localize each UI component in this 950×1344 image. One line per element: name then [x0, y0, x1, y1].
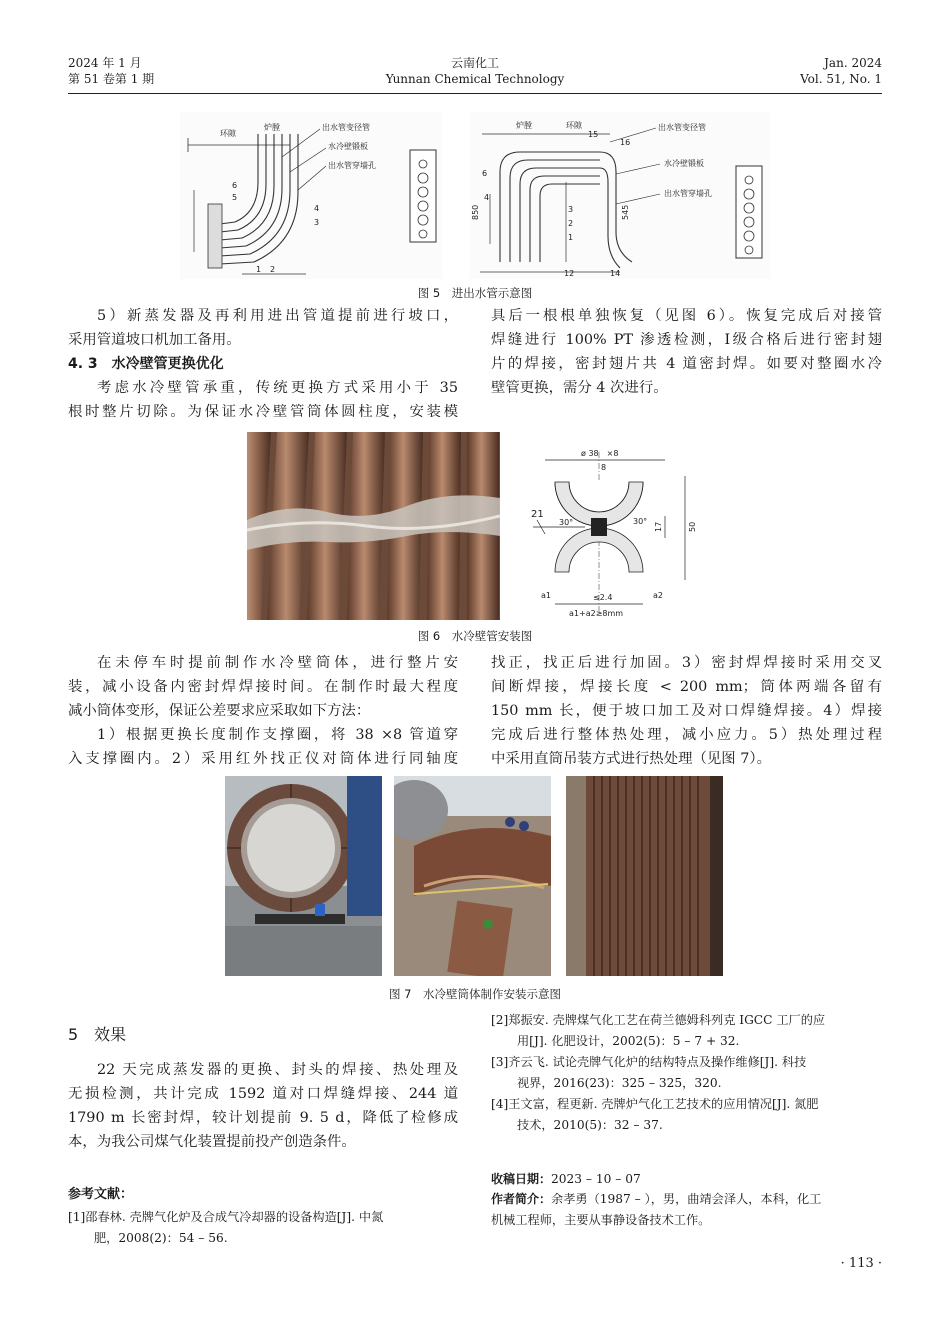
- body2-right-line-5: 中采用直筒吊装方式进行热处理（见图 7）。: [491, 751, 771, 767]
- fig5-right-diagram: [470, 112, 770, 279]
- reference-4: [491, 1094, 882, 1136]
- fig5l-label-chuanqiang: 出水管穿墙孔: [328, 161, 376, 170]
- references-right: [491, 1010, 882, 1136]
- body1-right-line-4: 壁管更换，需分 4 次进行。: [491, 380, 668, 396]
- fig5l-num-5: 5: [232, 193, 238, 202]
- body2-left-line-3: 减小筒体变形，保证公差要求应采取如下方法：: [68, 703, 371, 719]
- fig7-photo-panel-assembly: [394, 776, 551, 976]
- body1-right-line-2: 焊缝进行 100% PT 渗透检测，Ⅰ级合格后进行密封翅: [491, 332, 882, 348]
- fig5r-label-lutang: 炉膛: [516, 121, 532, 130]
- fig7-photo-support-ring: [225, 776, 382, 976]
- fig5l-label-duanban: 水冷壁锻板: [328, 142, 368, 151]
- fig6-photo-welded-pipes: [247, 432, 500, 620]
- body2-left-line-5: 入支撑圈内。2）采用红外找正仪对筒体进行同轴度: [68, 751, 458, 767]
- fig5l-label-lutang: 炉膛: [264, 123, 280, 132]
- references-heading: 参考文献：: [68, 1187, 134, 1202]
- fig6-dim-21: 21: [531, 509, 544, 520]
- fig7-caption: 图 7 水冷壁筒体制作安装示意图: [389, 987, 561, 1001]
- fig5l-label-bianjing: 出水管变径管: [322, 123, 370, 132]
- fig5l-num-1: 1: [256, 265, 262, 274]
- fig6-dim-50: 50: [688, 521, 697, 532]
- body2-left-line-4: 1）根据更换长度制作支撑圈，将 38 ×8 管道穿: [97, 727, 458, 743]
- fig5r-num-15: 15: [588, 130, 599, 139]
- fig5l-label-huanxi: 环隙: [220, 129, 236, 138]
- fig5r-num-2: 2: [568, 219, 574, 228]
- fig5-left-diagram: [180, 112, 442, 279]
- received-value: 2023 – 10 – 07: [551, 1172, 641, 1186]
- received-label: 收稿日期：: [491, 1172, 552, 1186]
- body1-right-line-1: 具后一根根单独恢复（见图 6）。恢复完成后对接管: [491, 308, 882, 324]
- body1-left-line-4: 根时整片切除。为保证水冷壁管筒体圆柱度，安装模: [68, 404, 458, 420]
- fig5r-num-14: 14: [610, 269, 621, 278]
- fig5-caption: 图 5 进出水管示意图: [417, 286, 533, 300]
- section-5-line-3: 1790 m 长密封焊，较计划提前 9. 5 d，降低了检修成: [68, 1110, 458, 1126]
- fig5r-num-3: 3: [568, 205, 574, 214]
- fig5r-dim-850: 850: [471, 204, 480, 220]
- reference-2-line-2: 用[J]. 化肥设计，2002(5)：5 – 7 + 32.: [517, 1034, 740, 1048]
- fig6-dim-17: 17: [654, 521, 663, 532]
- reference-1-line-1: [1]邵春林. 壳牌气化炉及合成气冷却器的设备构造[J]. 中氮: [68, 1210, 384, 1224]
- fig6-dim-a2: a2: [653, 591, 663, 600]
- author-intro-line-2: 机械工程师，主要从事静设备技术工作。: [491, 1213, 711, 1227]
- body1-right: [491, 304, 882, 400]
- header-date-en: Jan. 2024: [824, 56, 882, 70]
- reference-2-line-1: [2]郑振安. 壳牌煤气化工艺在荷兰德姆科列克 IGCC 工厂的应: [491, 1013, 826, 1027]
- body1-left-line-3: 考虑水冷壁管承重，传统更换方式采用小于 35: [97, 380, 458, 396]
- fig5r-label-duanban: 水冷壁锻板: [664, 159, 704, 168]
- header-center: [325, 55, 625, 87]
- section-5-heading: 5 效果: [68, 1025, 127, 1044]
- section-4-3-heading: 4. 3 水冷壁管更换优化: [68, 356, 224, 372]
- fig6-dim-30-right: 30°: [633, 517, 648, 526]
- body2-right-line-2: 间断焊接，焊接长度 < 200 mm；筒体两端各留有: [491, 679, 882, 695]
- header-rule: [68, 93, 882, 94]
- body2-left: [68, 651, 458, 771]
- header-date: 2024 年 1 月: [68, 56, 142, 70]
- header-left: [68, 55, 154, 87]
- body2-right-line-4: 完成后进行整体热处理，减小应力。5）热处理过程: [491, 727, 882, 743]
- fig5r-num-1: 1: [568, 233, 574, 242]
- fig5l-num-6: 6: [232, 181, 238, 190]
- body1-left: [68, 304, 458, 424]
- section-5-line-1: 22 天完成蒸发器的更换、封头的焊接、热处理及: [97, 1062, 458, 1078]
- fig5l-num-2: 2: [270, 265, 276, 274]
- body2-left-line-2: 装，减小设备内密封焊焊接时间。在制作时最大程度: [68, 679, 458, 695]
- reference-3: [491, 1052, 882, 1094]
- fig5r-num-16: 16: [620, 138, 631, 147]
- body1-right-line-3: 片的焊接，密封翅片共 4 道密封焊。如要对整圈水冷: [491, 356, 882, 372]
- fig6-dim-top: ø 38 ×8: [581, 449, 619, 458]
- body1-left-line-1: 5）新蒸发器及再利用进出管道提前进行坡口，: [97, 308, 458, 324]
- section-5-line-4: 本，为我公司煤气化装置提前投产创造条件。: [68, 1134, 356, 1150]
- header-right: [682, 55, 882, 87]
- reference-3-line-1: [3]齐云飞. 试论壳牌气化炉的结构特点及操作维修[J]. 科技: [491, 1055, 807, 1069]
- reference-4-line-2: 技术，2010(5)：32 – 37.: [517, 1118, 663, 1132]
- fig5r-label-chuanqiang: 出水管穿墙孔: [664, 189, 712, 198]
- fig5r-label-bianjing: 出水管变径管: [658, 123, 706, 132]
- author-value: 余孝勇（1987 – ），男，曲靖会泽人，本科，化工: [551, 1192, 822, 1206]
- fig6-dim-8: 8: [601, 463, 607, 472]
- fig5l-num-3: 3: [314, 218, 320, 227]
- fig6-dim-2-4: ≤2.4: [593, 593, 613, 602]
- section-5-body: [68, 1058, 458, 1154]
- fig6-weld-drawing: [515, 432, 703, 620]
- body2-left-line-1: 在未停车时提前制作水冷壁筒体，进行整片安: [97, 655, 458, 671]
- fig6-dim-a1: a1: [541, 591, 551, 600]
- header-volume-en: Vol. 51, No. 1: [800, 72, 882, 86]
- fig6-dim-sum: a1+a2≥8mm: [569, 609, 624, 618]
- reference-1-line-2: 肥，2008(2)：54 – 56.: [94, 1231, 228, 1245]
- page-number: · 113 ·: [840, 1256, 882, 1271]
- reference-2: [491, 1010, 882, 1052]
- author-label: 作者简介：: [491, 1192, 552, 1206]
- body2-right: [491, 651, 882, 771]
- body1-left-line-2: 采用管道坡口机加工备用。: [68, 332, 241, 348]
- body2-right-line-3: 150 mm 长，便于坡口加工及对口焊缝焊接。4）焊接: [491, 703, 882, 719]
- author-intro: [491, 1189, 882, 1210]
- journal-name-cn: 云南化工: [450, 56, 499, 70]
- reference-1: [68, 1207, 458, 1249]
- fig6-dim-30-left: 30°: [559, 518, 574, 527]
- fig5r-dim-545: 545: [621, 204, 630, 220]
- fig7-photo-cylinder: [566, 776, 723, 976]
- fig6-caption: 图 6 水冷壁管安装图: [417, 629, 533, 643]
- fig5r-label-huanxi: 环隙: [566, 121, 582, 130]
- header-volume: 第 51 卷第 1 期: [68, 72, 155, 86]
- fig5l-num-4: 4: [314, 204, 320, 213]
- section-5-line-2: 无损检测，共计完成 1592 道对口焊缝焊接、244 道: [68, 1086, 458, 1102]
- received-date: [491, 1169, 882, 1190]
- reference-4-line-1: [4]王文富，程更新. 壳牌炉气化工艺技术的应用情况[J]. 氮肥: [491, 1097, 819, 1111]
- body2-right-line-1: 找正，找正后进行加固。3）密封焊焊接时采用交叉: [491, 655, 882, 671]
- fig5r-num-4: 4: [484, 193, 490, 202]
- fig5r-num-12: 12: [564, 269, 575, 278]
- journal-name-en: Yunnan Chemical Technology: [385, 72, 565, 86]
- reference-3-line-2: 视界，2016(23)：325 – 325，320.: [517, 1076, 722, 1090]
- fig5r-num-6: 6: [482, 169, 488, 178]
